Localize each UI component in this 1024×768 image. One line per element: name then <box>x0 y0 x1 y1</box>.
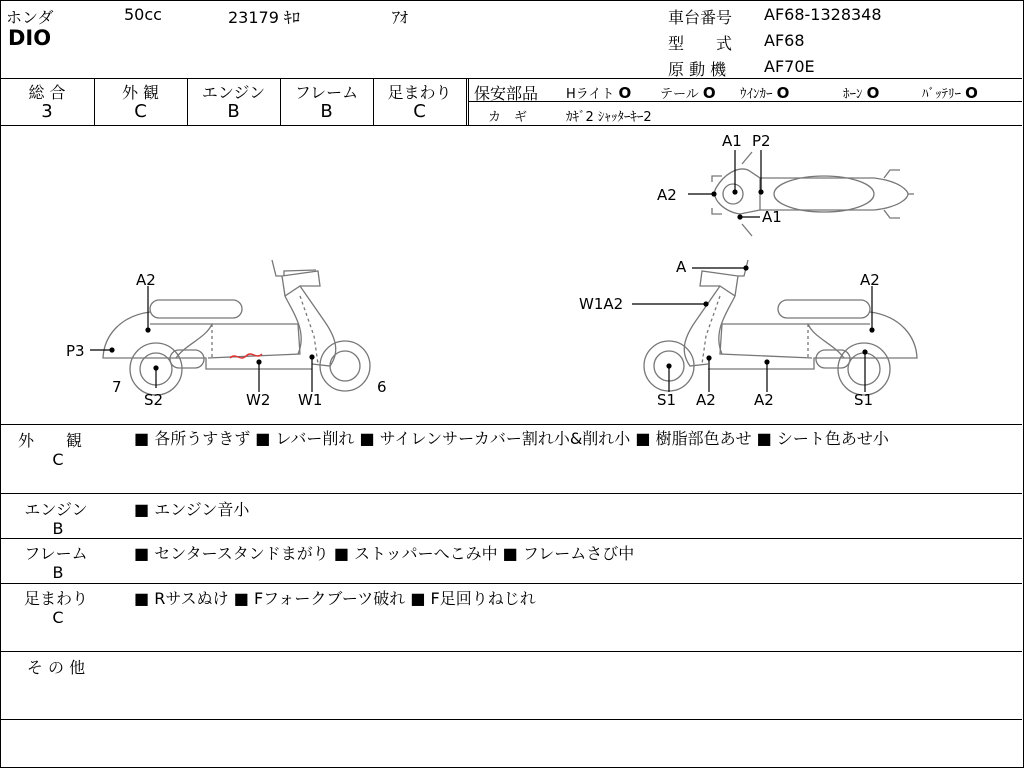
safety-item-winker: ｳｲﾝｶｰ O <box>740 84 790 102</box>
type-label: 型 式 <box>668 34 733 53</box>
grade-exterior: C <box>134 101 147 122</box>
section-other-label: そ の 他 <box>26 658 86 677</box>
divider <box>0 651 1022 652</box>
divider <box>466 78 467 125</box>
type-value: AF68 <box>764 31 805 50</box>
divider <box>468 78 469 125</box>
label-w2: W2 <box>246 391 271 409</box>
label-a2: A2 <box>657 186 677 204</box>
label-a: A <box>676 258 687 276</box>
divider <box>0 424 1022 425</box>
key-label: カ ギ <box>488 110 528 125</box>
scooter-damage-diagram <box>0 126 1022 424</box>
section-suspension-grade: C <box>52 608 64 627</box>
divider <box>0 538 1022 539</box>
label-p3: P3 <box>66 342 85 360</box>
label-w1: W1 <box>298 391 323 409</box>
divider <box>0 719 1022 720</box>
grade-overall-label: 総 合 <box>28 83 66 102</box>
scooter-top-view <box>712 152 914 236</box>
label-s1: S1 <box>854 391 874 409</box>
mark-o: O <box>702 84 716 102</box>
section-frame-label: フレーム <box>24 544 88 563</box>
label-w1a2: W1A2 <box>579 295 624 313</box>
model-name: DIO <box>8 26 52 50</box>
divider <box>0 583 1022 584</box>
engine-value: AF70E <box>764 57 815 76</box>
label-s2: S2 <box>144 391 164 409</box>
maker: ホンダ <box>6 8 54 27</box>
divider <box>0 78 1022 79</box>
color: ｱｵ <box>392 8 409 27</box>
grade-exterior-label: 外 観 <box>121 83 160 102</box>
mark-o: O <box>965 84 978 102</box>
section-engine-notes: ■ エンジン音小 <box>134 500 250 519</box>
label-a2: A2 <box>754 391 774 409</box>
label-p2: P2 <box>752 132 771 150</box>
key-value: ｶｷﾞ2 ｼｬｯﾀｰｷｰ2 <box>566 110 652 125</box>
label-a2: A2 <box>860 271 880 289</box>
section-exterior-notes: ■ 各所うすきず ■ レバー削れ ■ サイレンサーカバー割れ小&削れ小 ■ 樹脂部色あせ ■ シート色あせ小 <box>134 429 889 448</box>
safety-item-headlight: Hライト O <box>566 84 632 102</box>
label-7: 7 <box>112 378 122 396</box>
mileage: 23179 ｷﾛ <box>228 8 300 27</box>
label-6: 6 <box>377 378 387 396</box>
section-suspension-label: 足まわり <box>23 589 88 608</box>
section-suspension-notes: ■ Rサスぬけ ■ Fフォークブーツ破れ ■ F足回りねじれ <box>134 589 536 608</box>
safety-label: 保安部品 <box>474 84 539 103</box>
label-a1: A1 <box>722 132 742 150</box>
grade-frame-label: フレーム <box>294 83 359 102</box>
mark-o: O <box>776 84 790 102</box>
grade-engine-label: エンジン <box>201 83 266 102</box>
mark-o: O <box>618 84 632 102</box>
label-s1: S1 <box>657 391 677 409</box>
displacement: 50cc <box>124 5 162 24</box>
safety-item-tail: テール O <box>660 84 716 102</box>
section-engine-label: エンジン <box>24 500 88 519</box>
safety-item-battery: ﾊﾞｯﾃﾘｰ O <box>922 84 978 102</box>
label-a2: A2 <box>696 391 716 409</box>
grade-suspension: C <box>413 101 426 122</box>
section-exterior-label: 外 観 <box>17 431 82 450</box>
section-exterior-grade: C <box>52 450 64 469</box>
section-frame-notes: ■ センタースタンドまがり ■ ストッパーへこみ中 ■ フレームさび中 <box>134 544 635 563</box>
frame-no: AF68-1328348 <box>764 5 882 24</box>
grade-overall: 3 <box>41 101 53 122</box>
engine-label: 原 動 機 <box>668 60 727 79</box>
label-a2: A2 <box>136 271 156 289</box>
mark-o: O <box>866 84 880 102</box>
section-frame-grade: B <box>52 563 64 582</box>
grade-suspension-label: 足まわり <box>387 83 452 102</box>
grade-frame: B <box>320 101 333 122</box>
safety-item-horn: ﾎｰﾝ O <box>843 84 880 102</box>
label-a1: A1 <box>762 208 782 226</box>
grade-engine: B <box>227 101 240 122</box>
divider <box>0 493 1022 494</box>
section-engine-grade: B <box>52 519 64 538</box>
frame-no-label: 車台番号 <box>668 8 733 27</box>
